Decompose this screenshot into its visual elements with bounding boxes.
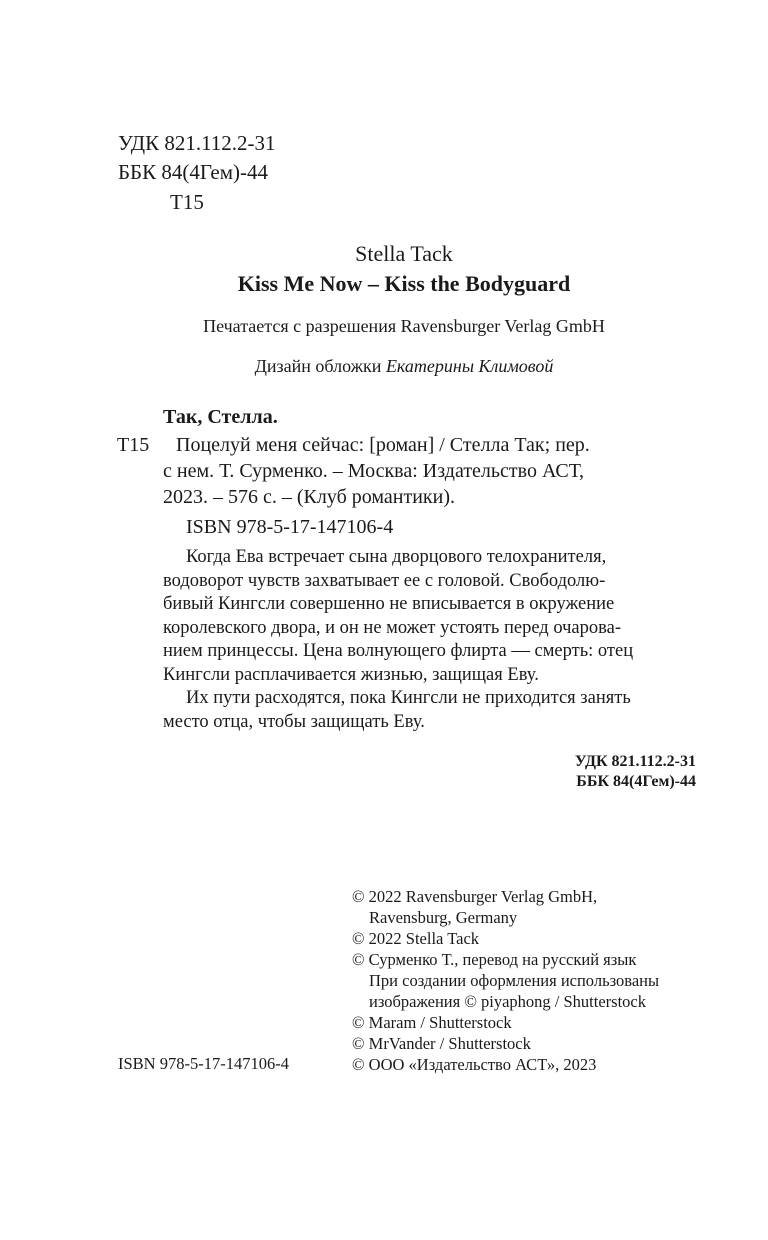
permission-note: Печатается с разрешения Ravensburger Verlag GmbH xyxy=(203,316,605,336)
copyright-line: © 2022 Stella Tack xyxy=(352,929,480,948)
original-author: Stella Tack xyxy=(355,241,453,266)
right-udk: УДК 821.112.2-31 xyxy=(574,753,696,770)
bbk-code: ББК 84(4Гем)-44 xyxy=(118,160,269,184)
card-heading: Так, Стелла. xyxy=(163,406,278,428)
copyright-line: © 2022 Ravensburger Verlag GmbH, xyxy=(352,887,598,906)
copyright-block xyxy=(352,886,659,1075)
annotation xyxy=(163,546,633,734)
card-isbn: ISBN 978-5-17-147106-4 xyxy=(186,516,394,538)
udk-code: УДК 821.112.2-31 xyxy=(118,131,276,155)
copyright-line: Ravensburg, Germany xyxy=(369,908,518,927)
card-line-1: Поцелуй меня сейчас: [роман] / Стелла Так; пер. xyxy=(176,434,590,456)
card-line-3: 2023. – 576 с. – (Клуб романтики). xyxy=(163,486,456,508)
annotation-line: Когда Ева встречает сына дворцового телохранителя, xyxy=(186,547,607,567)
copyright-line: © MrVander / Shutterstock xyxy=(352,1034,531,1053)
copyright-line: При создании оформления использованы xyxy=(369,971,660,990)
copyright-line: © ООО «Издательство АСТ», 2023 xyxy=(352,1055,597,1074)
annotation-line: королевского двора, и он не может устоять перед очарова- xyxy=(163,617,621,638)
original-title: Kiss Me Now – Kiss the Bodyguard xyxy=(237,271,571,296)
cover-label: Дизайн обложки xyxy=(254,356,386,376)
isbn-bottom: ISBN 978-5-17-147106-4 xyxy=(118,1054,289,1073)
annotation-line: водоворот чувств захватывает ее с головой. Свободолю- xyxy=(163,570,606,591)
annotation-line: нием принцессы. Цена волнующего флирта — смерть: отец xyxy=(163,641,634,661)
cover-designer: Екатерины Климовой xyxy=(385,356,554,376)
right-classification xyxy=(440,752,696,792)
annotation-line: бивый Кингсли совершенно не вписывается в окружение xyxy=(163,594,615,614)
annotation-line: Кингсли расплачивается жизнью, защищая Еву. xyxy=(163,664,539,685)
annotation-line: место отца, чтобы защищать Еву. xyxy=(163,711,425,732)
copyright-line: © Maram / Shutterstock xyxy=(352,1013,512,1032)
card-line-2: с нем. Т. Сурменко. – Москва: Издательство АСТ, xyxy=(163,460,584,482)
copyright-line: изображения © piyaphong / Shutterstock xyxy=(369,992,646,1011)
annotation-line: Их пути расходятся, пока Кингсли не приходится занять xyxy=(186,688,631,708)
author-mark: Т15 xyxy=(170,190,204,214)
cover-design-credit xyxy=(0,356,768,377)
right-bbk: ББК 84(4Гем)-44 xyxy=(576,773,696,790)
card-mark: Т15 xyxy=(117,434,150,456)
copyright-line: © Сурменко Т., перевод на русский язык xyxy=(352,950,637,969)
